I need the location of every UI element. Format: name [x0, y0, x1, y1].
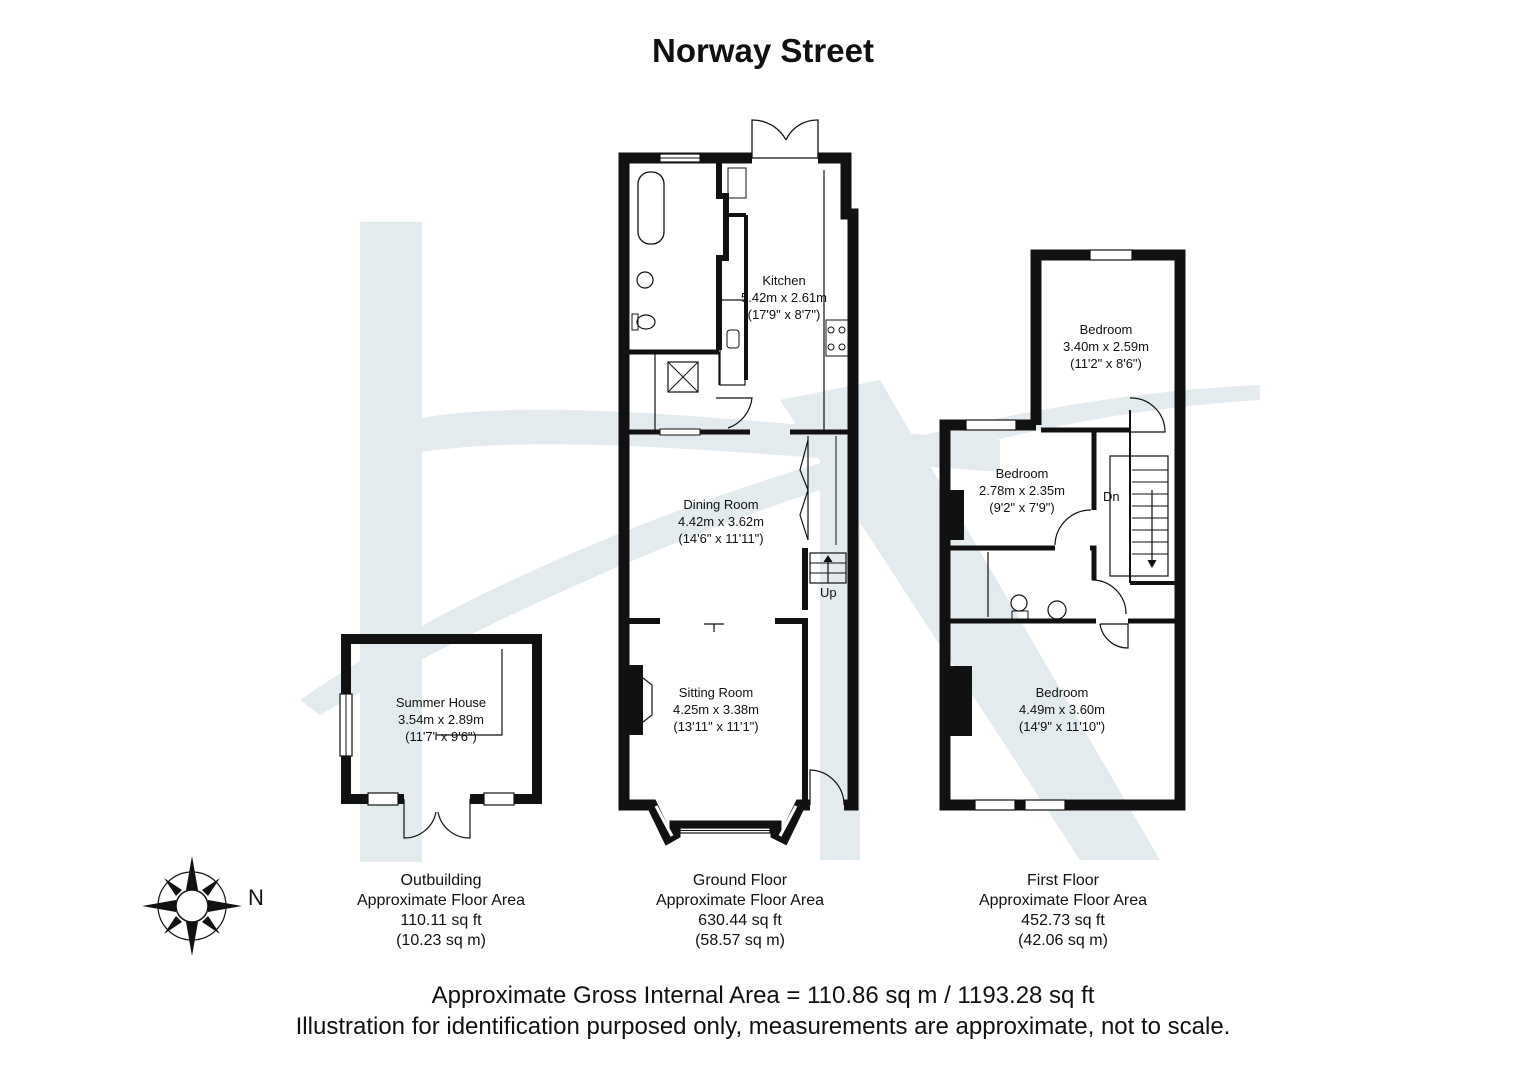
stairs-up-label: Up — [820, 585, 837, 600]
area-sqm: (58.57 sq m) — [695, 932, 785, 949]
room-imperial: (17'9" x 8'7") — [747, 307, 821, 322]
room-imperial: (11'7" x 9'6") — [405, 729, 477, 744]
room-label-bedroom-1 — [1063, 321, 1149, 372]
room-imperial: (9'2" x 7'9") — [989, 500, 1055, 515]
disclaimer-text: Illustration for identification purposed only, measurements are approximate, not to scale. — [295, 1013, 1231, 1040]
room-metric: 4.49m x 3.60m — [1018, 702, 1105, 717]
compass-rose-icon — [142, 856, 242, 956]
area-first-floor — [979, 871, 1147, 951]
area-sqft: 452.73 sq ft — [1021, 912, 1105, 929]
area-ground-floor — [656, 871, 824, 951]
room-metric: 5.42m x 2.61m — [741, 290, 827, 305]
room-name: Bedroom — [995, 466, 1049, 481]
compass-north-label: N — [248, 885, 264, 910]
stairs-down-label: Dn — [1103, 489, 1120, 504]
room-label-bedroom-2 — [979, 465, 1065, 516]
room-metric: 4.25m x 3.38m — [673, 702, 759, 717]
room-metric: 3.40m x 2.59m — [1063, 339, 1149, 354]
area-sqm: (10.23 sq m) — [396, 932, 486, 949]
area-caption: Approximate Floor Area — [655, 892, 825, 909]
room-imperial: (14'6" x 11'11") — [678, 531, 764, 546]
area-caption: Approximate Floor Area — [978, 892, 1148, 909]
room-label-dining-room — [678, 496, 764, 547]
area-sqft: 110.11 sq ft — [400, 912, 482, 929]
room-metric: 4.42m x 3.62m — [678, 514, 764, 529]
room-imperial: (14'9" x 11'10") — [1018, 719, 1106, 734]
area-outbuilding — [357, 871, 525, 951]
room-imperial: (13'11" x 11'1") — [673, 719, 759, 734]
area-sqft: 630.44 sq ft — [698, 912, 782, 929]
room-label-summer-house — [396, 694, 486, 745]
area-title: First Floor — [1026, 872, 1099, 889]
room-name: Bedroom — [1079, 322, 1133, 337]
area-title: Outbuilding — [400, 872, 482, 889]
room-metric: 2.78m x 2.35m — [979, 483, 1065, 498]
room-name: Sitting Room — [678, 685, 754, 700]
room-name: Dining Room — [683, 497, 759, 512]
property-title: Norway Street — [652, 32, 874, 69]
area-sqm: (42.06 sq m) — [1018, 932, 1108, 949]
area-title: Ground Floor — [692, 872, 788, 889]
area-caption: Approximate Floor Area — [356, 892, 526, 909]
room-name: Summer House — [395, 695, 487, 710]
room-label-bedroom-3 — [1019, 684, 1105, 735]
room-name: Bedroom — [1035, 685, 1089, 700]
room-label-kitchen — [741, 272, 827, 323]
room-name: Kitchen — [762, 273, 806, 288]
gross-area-text: Approximate Gross Internal Area = 110.86 sq m / 1193.28 sq ft — [431, 982, 1095, 1009]
room-imperial: (11'2" x 8'6") — [1070, 356, 1142, 371]
room-metric: 3.54m x 2.89m — [398, 712, 484, 727]
room-label-sitting-room — [673, 684, 759, 735]
